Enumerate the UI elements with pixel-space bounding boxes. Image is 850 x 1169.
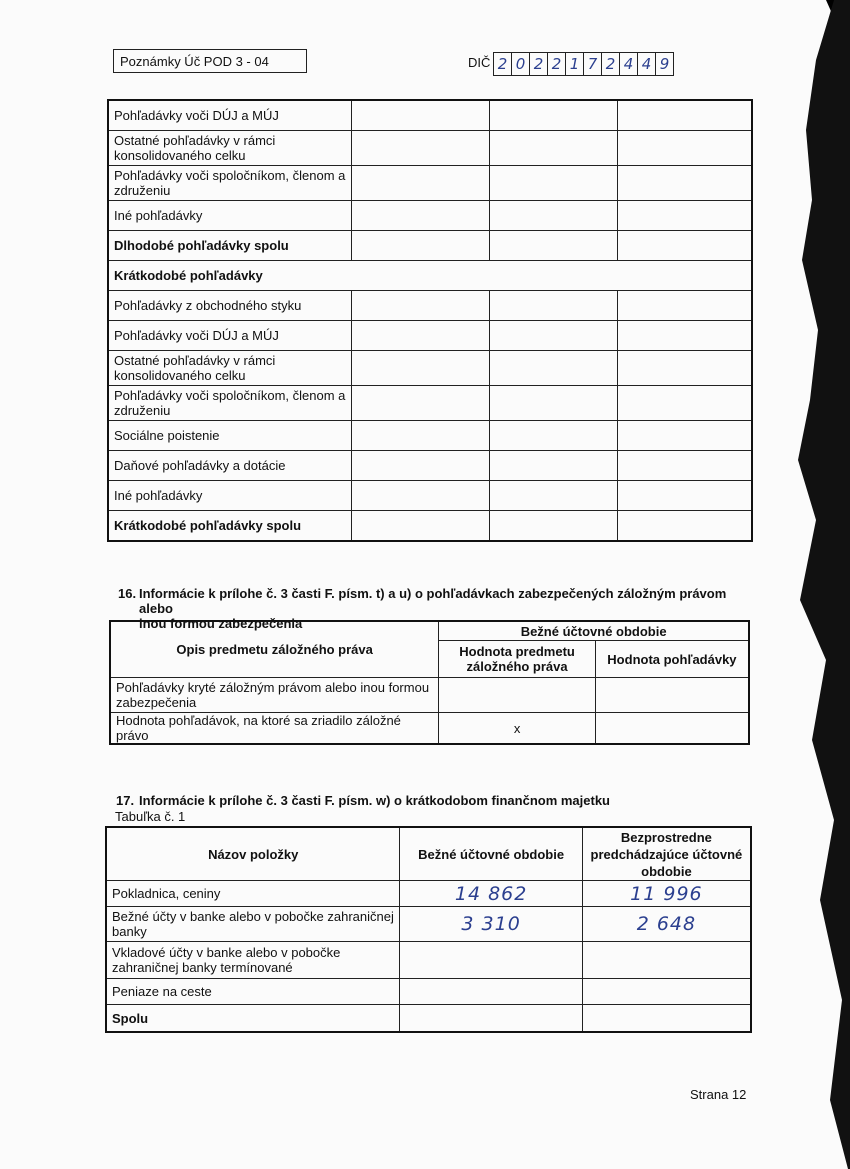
financial-assets-table (105, 826, 752, 1033)
table-label: Tabuľka č. 1 (115, 809, 186, 824)
table-row (108, 386, 752, 421)
receivables-table (107, 99, 753, 542)
value-cell[interactable] (489, 231, 617, 261)
table-row (108, 291, 752, 321)
row-label: Daňové pohľadávky a dotácie (108, 451, 351, 481)
value-cell[interactable] (489, 131, 617, 166)
row-label: Iné pohľadávky (108, 481, 351, 511)
receivable-cell[interactable] (595, 678, 749, 713)
value-cell[interactable] (351, 451, 489, 481)
value-cell[interactable] (617, 131, 752, 166)
pledge-table (109, 620, 750, 745)
row-label: Pohľadávky voči DÚJ a MÚJ (108, 100, 351, 131)
receivable-cell[interactable] (595, 713, 749, 745)
table-row (108, 351, 752, 386)
dic-digit: 2 (548, 53, 566, 75)
row-label: Peniaze na ceste (106, 979, 400, 1005)
pledge-cell[interactable] (439, 678, 596, 713)
table-row (108, 231, 752, 261)
section16-title-line2: inou formou zabezpečenia (139, 616, 303, 631)
previous-value[interactable] (582, 979, 751, 1005)
value-cell[interactable] (617, 451, 752, 481)
dic-digit: 9 (656, 53, 674, 75)
previous-value[interactable]: 11 996 (582, 881, 751, 907)
table-row (108, 201, 752, 231)
table-row (108, 481, 752, 511)
dic-digit: 4 (638, 53, 656, 75)
value-cell[interactable] (617, 511, 752, 542)
row-label: Bežné účty v banke alebo v pobočke zahraničnej banky (106, 907, 400, 942)
value-cell[interactable] (489, 451, 617, 481)
value-cell[interactable] (617, 100, 752, 131)
table-row (110, 713, 749, 745)
value-cell[interactable] (617, 201, 752, 231)
current-value[interactable] (400, 942, 582, 979)
dic-digit: 2 (602, 53, 620, 75)
row-label: Vkladové účty v banke alebo v pobočke zahraničnej banky termínované (106, 942, 400, 979)
previous-value[interactable]: 2 648 (582, 907, 751, 942)
value-cell[interactable] (351, 100, 489, 131)
value-cell[interactable] (617, 386, 752, 421)
value-cell[interactable] (489, 421, 617, 451)
col-previous-header: Bezprostredne predchádzajúce účtovné obdobie (582, 827, 751, 881)
table-row (108, 421, 752, 451)
value-cell[interactable] (351, 386, 489, 421)
table-row (108, 100, 752, 131)
table-row (106, 1005, 751, 1033)
value-cell[interactable] (489, 481, 617, 511)
section17-number: 17. (116, 793, 135, 808)
value-cell[interactable] (351, 166, 489, 201)
row-label: Spolu (106, 1005, 400, 1033)
row-label: Ostatné pohľadávky v rámci konsolidovaného celku (108, 131, 351, 166)
table-row (106, 881, 751, 907)
value-cell[interactable] (617, 166, 752, 201)
row-label: Krátkodobé pohľadávky spolu (108, 511, 351, 542)
section16-title-line1: Informácie k prílohe č. 3 časti F. písm. t) a u) o pohľadávkach zabezpečených záložným právom alebo (139, 586, 727, 616)
value-cell[interactable] (617, 481, 752, 511)
form-label: Poznámky Úč POD 3 - 04 (113, 49, 307, 73)
current-value[interactable]: 3 310 (400, 907, 582, 942)
value-cell[interactable] (351, 481, 489, 511)
dic-digit: 2 (494, 53, 512, 75)
value-cell[interactable] (489, 201, 617, 231)
table-row (108, 321, 752, 351)
value-cell[interactable] (351, 131, 489, 166)
current-value[interactable]: 14 862 (400, 881, 582, 907)
row-label: Hodnota pohľadávok, na ktoré sa zriadilo záložné právo (110, 713, 439, 745)
previous-value[interactable] (582, 942, 751, 979)
short-term-header: Krátkodobé pohľadávky (108, 261, 752, 291)
table-row (108, 451, 752, 481)
table-row (106, 942, 751, 979)
value-cell[interactable] (351, 201, 489, 231)
value-cell[interactable] (351, 421, 489, 451)
row-label: Pohľadávky voči DÚJ a MÚJ (108, 321, 351, 351)
value-cell[interactable] (489, 386, 617, 421)
table-row (110, 678, 749, 713)
value-cell[interactable] (351, 511, 489, 542)
page-number: Strana 12 (690, 1087, 747, 1102)
col-desc-header: Opis predmetu záložného práva (110, 621, 439, 678)
value-cell[interactable] (351, 291, 489, 321)
table-row (108, 511, 752, 542)
col-current-header: Bežné účtovné obdobie (400, 827, 582, 881)
value-cell[interactable] (489, 511, 617, 542)
current-value[interactable] (400, 1005, 582, 1033)
dic-digit: 1 (566, 53, 584, 75)
dic-digit: 4 (620, 53, 638, 75)
col-name-header: Názov položky (106, 827, 400, 881)
value-cell[interactable] (489, 291, 617, 321)
row-label: Pokladnica, ceniny (106, 881, 400, 907)
value-cell[interactable] (351, 231, 489, 261)
dic-digit: 7 (584, 53, 602, 75)
col-receivable-value-header: Hodnota pohľadávky (595, 641, 749, 678)
value-cell[interactable] (351, 321, 489, 351)
value-cell[interactable] (617, 321, 752, 351)
value-cell[interactable] (489, 166, 617, 201)
row-label: Iné pohľadávky (108, 201, 351, 231)
row-label: Sociálne poistenie (108, 421, 351, 451)
dic-label: DIČ (468, 55, 491, 70)
dic-digit-boxes (493, 52, 674, 76)
row-label: Pohľadávky kryté záložným právom alebo inou formou zabezpečenia (110, 678, 439, 713)
row-label: Ostatné pohľadávky v rámci konsolidovaného celku (108, 351, 351, 386)
section17-title: Informácie k prílohe č. 3 časti F. písm. w) o krátkodobom finančnom majetku (139, 793, 610, 808)
row-label: Dlhodobé pohľadávky spolu (108, 231, 351, 261)
col-period-header: Bežné účtovné obdobie (439, 621, 749, 641)
previous-value[interactable] (582, 1005, 751, 1033)
value-cell[interactable] (617, 291, 752, 321)
value-cell[interactable] (489, 351, 617, 386)
table-row (106, 979, 751, 1005)
row-label: Pohľadávky voči spoločníkom, členom a združeniu (108, 386, 351, 421)
row-label: Pohľadávky voči spoločníkom, členom a združeniu (108, 166, 351, 201)
pledge-cell[interactable]: x (439, 713, 596, 745)
dic-digit: 0 (512, 53, 530, 75)
section-header-row (108, 261, 752, 291)
table-row (108, 131, 752, 166)
value-cell[interactable] (489, 100, 617, 131)
value-cell[interactable] (351, 351, 489, 386)
dic-digit: 2 (530, 53, 548, 75)
table-row (106, 907, 751, 942)
value-cell[interactable] (617, 351, 752, 386)
value-cell[interactable] (617, 421, 752, 451)
table-row (108, 166, 752, 201)
row-label: Pohľadávky z obchodného styku (108, 291, 351, 321)
value-cell[interactable] (617, 231, 752, 261)
col-pledge-value-header: Hodnota predmetu záložného práva (439, 641, 596, 678)
section16-number: 16. (118, 586, 137, 601)
current-value[interactable] (400, 979, 582, 1005)
value-cell[interactable] (489, 321, 617, 351)
